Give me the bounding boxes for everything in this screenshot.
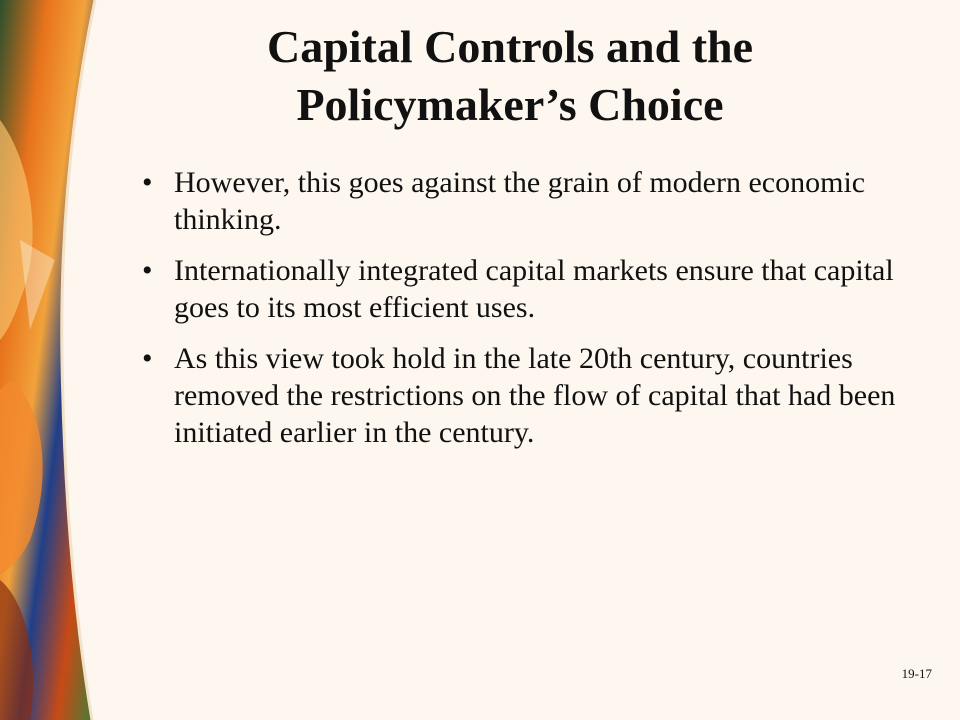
bullet-text: As this view took hold in the late 20th century, countries removed the restrictions on the flow of capital that had been initiated earlier in the century. (174, 342, 896, 449)
bullet-dot-icon: • (142, 166, 153, 199)
bullet-text: However, this goes against the grain of modern economic thinking. (174, 166, 866, 236)
slide-number: 19-17 (901, 666, 932, 681)
decorative-art-panel (0, 0, 130, 720)
bullet-list (136, 164, 896, 465)
bullet-text: Internationally integrated capital markets ensure that capital goes to its most efficient uses. (174, 254, 894, 324)
bullet-dot-icon: • (142, 342, 153, 375)
bullet-dot-icon: • (142, 254, 153, 287)
bullet-item (136, 252, 896, 326)
title-line-1: Capital Controls and the (266, 21, 754, 72)
bullet-item (136, 164, 896, 238)
slide-title (190, 18, 830, 134)
title-line-2: Policymaker’s Choice (296, 79, 724, 130)
bullet-item (136, 340, 896, 451)
